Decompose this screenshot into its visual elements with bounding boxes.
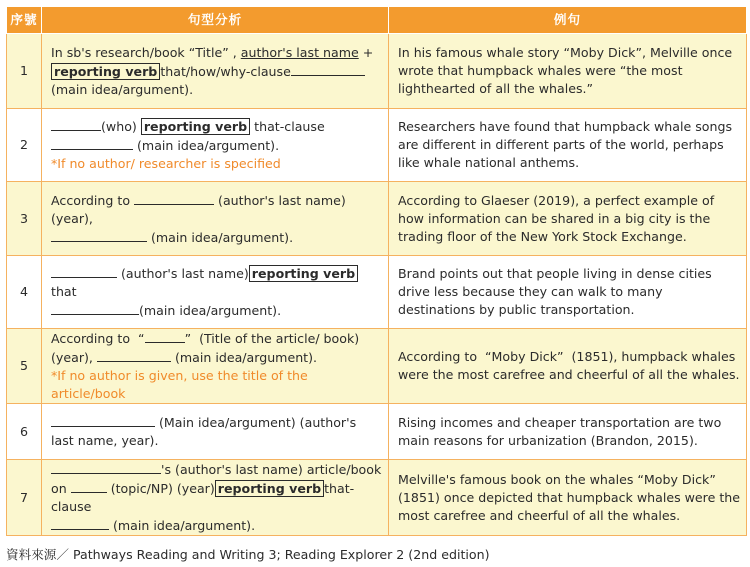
pattern-text: (main idea/argument). <box>139 303 282 318</box>
blank-line <box>51 516 109 530</box>
pattern-text: that/how/why-clause <box>160 63 291 79</box>
pattern-cell <box>42 34 389 109</box>
blank-line <box>51 136 133 150</box>
reporting-verb-box: reporting verb <box>51 63 160 80</box>
pattern-cell <box>42 460 389 536</box>
source-caption: 資料來源／ Pathways Reading and Writing 3; Reading Explorer 2 (2nd edition) <box>6 547 490 562</box>
example-cell: Brand points out that people living in dense cities drive less because they can walk to many destinations by public transportation. <box>389 256 747 329</box>
reporting-verb-box: reporting verb <box>141 118 250 135</box>
reporting-verb-box: reporting verb <box>215 480 324 497</box>
pattern-cell <box>42 256 389 329</box>
blank-line <box>97 348 171 362</box>
pattern-text: (main idea/argument). <box>170 350 318 365</box>
row-number: 1 <box>7 34 42 109</box>
pattern-text: (main idea/argument). <box>109 518 256 533</box>
blank-line <box>51 301 139 315</box>
pattern-text: (year), <box>51 350 97 365</box>
pattern-text: In sb's research/book “Title” , <box>51 44 241 60</box>
pattern-text: (main idea/argument). <box>147 229 294 245</box>
row-number: 4 <box>7 256 42 329</box>
table-row <box>7 404 747 460</box>
header-number: 序號 <box>7 7 42 34</box>
example-cell: According to “Moby Dick” (1851), humpback whales were the most carefree and cheerful of all the whales. <box>389 329 747 404</box>
pattern-text: 's (author's last name) article/book <box>161 462 382 477</box>
table-row <box>7 329 747 404</box>
example-cell: Researchers have found that humpback whale songs are different in different parts of the world, perhaps like whale national anthems. <box>389 109 747 182</box>
table-row <box>7 34 747 109</box>
pattern-cell <box>42 109 389 182</box>
sentence-pattern-table <box>6 6 747 536</box>
pattern-text: ” (Title of the article/ book) <box>184 331 360 346</box>
pattern-text: (Main idea/argument) (author's last name, year). <box>51 415 357 448</box>
table-row <box>7 182 747 256</box>
blank-line <box>51 460 161 474</box>
blank-line <box>51 413 155 427</box>
pattern-text: (author's last name) (year), <box>51 192 346 226</box>
pattern-text: (main idea/argument). <box>137 138 280 153</box>
pattern-cell <box>42 404 389 460</box>
blank-line <box>145 329 185 343</box>
reporting-verb-box: reporting verb <box>249 265 358 282</box>
example-cell: According to Glaeser (2019), a perfect example of how information can be shared in a big city is the trading floor of the New York Stock Exchange. <box>389 182 747 256</box>
pattern-text: According to <box>51 192 135 208</box>
row-number: 3 <box>7 182 42 256</box>
blank-line <box>51 264 117 278</box>
header-pattern-analysis: 句型分析 <box>42 7 389 34</box>
example-cell: Melville's famous book on the whales “Moby Dick” (1851) once depicted that humpback whales were the most carefree and cheerful of all the whales. <box>389 460 747 536</box>
blank-line <box>51 117 101 131</box>
example-cell: In his famous whale story “Moby Dick”, Melville once wrote that humpback whales were “the most lighthearted of all the whales.” <box>389 34 747 109</box>
blank-line <box>71 479 107 493</box>
table-row <box>7 460 747 536</box>
pattern-text: (main idea/argument). <box>51 81 194 97</box>
pattern-text: According to “ <box>51 331 145 346</box>
note-text: *If no author/ researcher is specified <box>51 156 281 171</box>
pattern-text: + <box>358 44 374 60</box>
blank-line <box>51 228 147 242</box>
blank-line <box>291 62 365 76</box>
row-number: 2 <box>7 109 42 182</box>
pattern-text: that-clause <box>51 481 355 514</box>
pattern-text: (topic/NP) (year) <box>106 481 215 496</box>
pattern-text: that <box>51 284 77 299</box>
pattern-text-underlined: author's last name <box>240 44 359 60</box>
pattern-text: on <box>51 481 71 496</box>
blank-line <box>134 191 214 205</box>
table-row <box>7 256 747 329</box>
table-row <box>7 109 747 182</box>
pattern-cell <box>42 329 389 404</box>
example-cell: Rising incomes and cheaper transportation are two main reasons for urbanization (Brandon, 2015). <box>389 404 747 460</box>
pattern-cell <box>42 182 389 256</box>
header-example: 例句 <box>389 7 747 34</box>
row-number: 6 <box>7 404 42 460</box>
row-number: 7 <box>7 460 42 536</box>
pattern-text: (author's last name) <box>117 266 249 281</box>
table-header-row <box>7 7 747 34</box>
note-text: *If no author is given, use the title of the article/book <box>51 368 308 401</box>
pattern-text: (who) <box>101 119 137 134</box>
row-number: 5 <box>7 329 42 404</box>
pattern-text: that-clause <box>254 119 325 134</box>
